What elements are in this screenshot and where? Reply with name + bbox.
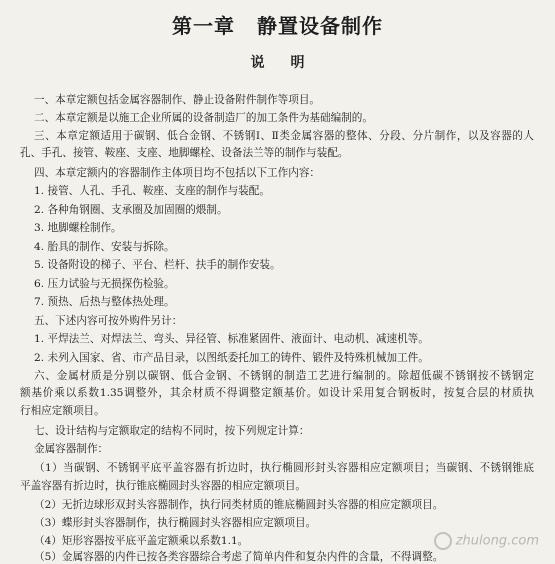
text-line: 5. 设备附设的梯子、平台、栏杆、扶手的制作安装。 [34,259,281,271]
text-line: 4. 胎具的制作、安装与拆除。 [34,241,175,253]
text-line: 6. 压力试验与无损探伤检验。 [34,278,175,290]
text-line: 1. 平焊法兰、对焊法兰、弯头、异径管、标准紧固件、液面计、电动机、减速机等。 [34,333,429,345]
text-line: 7. 预热、后热与整体热处理。 [34,296,175,308]
text-line: （4）矩形容器按平底平盖定额乘以系数1.1。 [34,535,249,547]
text-line: 五、下述内容可按外购件另计： [34,315,183,327]
chapter-number: 第一章 [172,14,235,38]
text-line: （2）无折边球形双封头容器制作，执行同类材质的锥底椭圆封头容器的相应定额项目。 [34,499,444,511]
text-line: 1. 接管、人孔、手孔、鞍座、支座的制作与装配。 [34,185,270,197]
text-line: 二、本章定额是以施工企业所属的设备制造厂的加工条件为基础编制的。 [34,112,373,124]
text-line: 六、金属材质是分别以碳钢、低合金钢、不锈钢的制造工艺进行编制的。除超低碳不锈钢按不锈钢定 [34,370,534,382]
text-line: （5）金属容器的内件已按各类容器综合考虑了简单内件和复杂内件的含量，不得调整。 [34,551,444,563]
section-title-char-1: 说 [250,55,265,71]
chapter-name: 静置设备制作 [257,14,383,38]
text-line: 2. 未列入国家、省、市产品目录，以图纸委托加工的铸件、锻件及特殊机械加工件。 [34,352,429,364]
chapter-title [0,10,555,39]
text-line: 金属容器制作： [34,443,109,455]
text-line: 3. 地脚螺栓制作。 [34,222,122,234]
text-line: （3）蝶形封头容器制作，执行椭圆封头容器相应定额项目。 [34,517,317,529]
watermark-logo-icon [434,532,452,550]
text-line: 平盖容器有折边时，执行锥底椭圆封头容器的相应定额项目。 [20,480,307,492]
section-title [0,52,555,72]
text-line: 七、设计结构与定额取定的结构不同时，按下列规定计算： [34,425,310,437]
watermark [434,532,539,550]
text-line: 一、本章定额包括金属容器制作、静止设备附件制作等项目。 [34,94,321,106]
text-line: 行相应定额项目。 [20,405,105,417]
text-line: （1）当碳钢、不锈钢平底平盖容器有折边时，执行椭圆形封头容器相应定额项目；当碳钢、不锈钢锥底 [34,462,534,474]
text-line: 额基价乘以系数1.35调整外，其余材质不得调整定额基价。如设计采用复合钢板时，按复合层的材质执 [20,387,534,399]
text-line: 孔、手孔、接管、鞍座、支座、地脚螺栓、设备法兰等的制作与装配。 [20,147,349,159]
text-line: 三、本章定额适用于碳钢、低合金钢、不锈钢Ⅰ、Ⅱ类金属容器的整体、分段、分片制作，以及容器的人 [34,130,534,142]
watermark-text: zhulong.com [455,533,539,549]
text-line: 四、本章定额内的容器制作主体项目均不包括以下工作内容： [34,167,321,179]
text-line: 2. 各种角钢圈、支承圈及加固圈的煨制。 [34,204,228,216]
section-title-char-2: 明 [290,55,305,71]
